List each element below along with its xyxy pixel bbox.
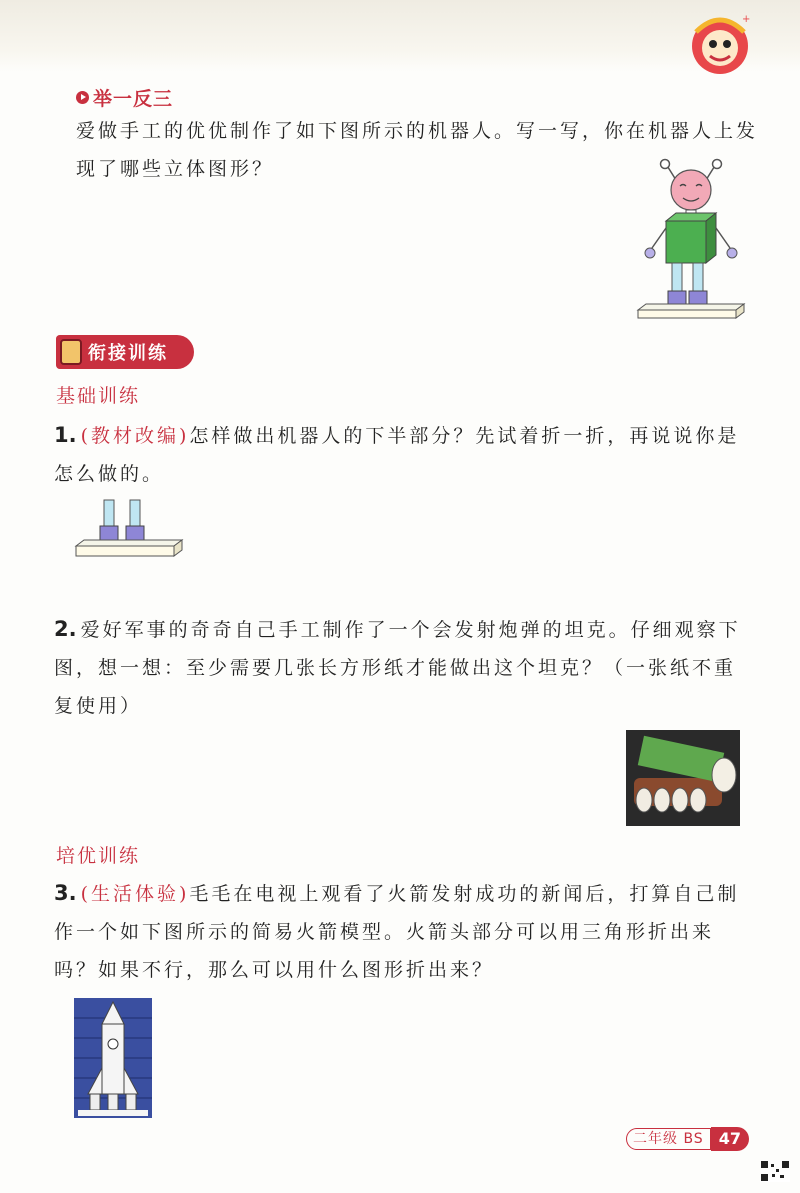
play-icon (76, 91, 89, 104)
question-3 (54, 874, 754, 989)
section-tag-label: 举一反三 (93, 88, 174, 110)
rocket-photo (74, 998, 152, 1118)
q2-number: 2. (54, 617, 77, 641)
banner-label: 衔接训练 (88, 343, 168, 364)
robot-figure (636, 158, 746, 320)
q3-text: 毛毛在电视上观看了火箭发射成功的新闻后，打算自己制作一个如下图所示的简易火箭模型。火箭头部分可以用三角形折出来吗？如果不行，那么可以用什么图形折出来？ (54, 883, 740, 981)
jar-icon (60, 339, 82, 365)
question-1 (54, 416, 754, 493)
robot-lower-half-figure (74, 496, 184, 558)
advanced-training-title: 培优训练 (56, 845, 141, 867)
q1-text: 怎样做出机器人的下半部分？先试着折一折，再说说你是怎么做的。 (54, 425, 740, 485)
q1-source: (教材改编) (80, 425, 190, 447)
tank-photo (626, 730, 740, 826)
question-2 (54, 610, 754, 725)
svg-text:+: + (742, 14, 751, 25)
q3-number: 3. (54, 881, 77, 905)
basic-training-title: 基础训练 (56, 385, 141, 407)
mascot-icon (680, 6, 760, 78)
section-banner (56, 335, 194, 369)
page-number: 47 (711, 1127, 749, 1151)
q3-source: (生活体验) (80, 883, 190, 905)
page-footer (626, 1127, 749, 1151)
grade-label: 二年级 BS (626, 1128, 711, 1150)
intro-paragraph: 爱做手工的优优制作了如下图所示的机器人。写一写，你在机器人上发现了哪些立体图形？ (76, 120, 759, 180)
q2-text: 爱好军事的奇奇自己手工制作了一个会发射炮弹的坦克。仔细观察下图，想一想：至少需要几张长方形纸才能做出这个坦克？（一张纸不重复使用） (54, 619, 741, 717)
qr-code-icon (760, 1160, 790, 1182)
q1-number: 1. (54, 423, 77, 447)
section-tag (76, 84, 173, 111)
